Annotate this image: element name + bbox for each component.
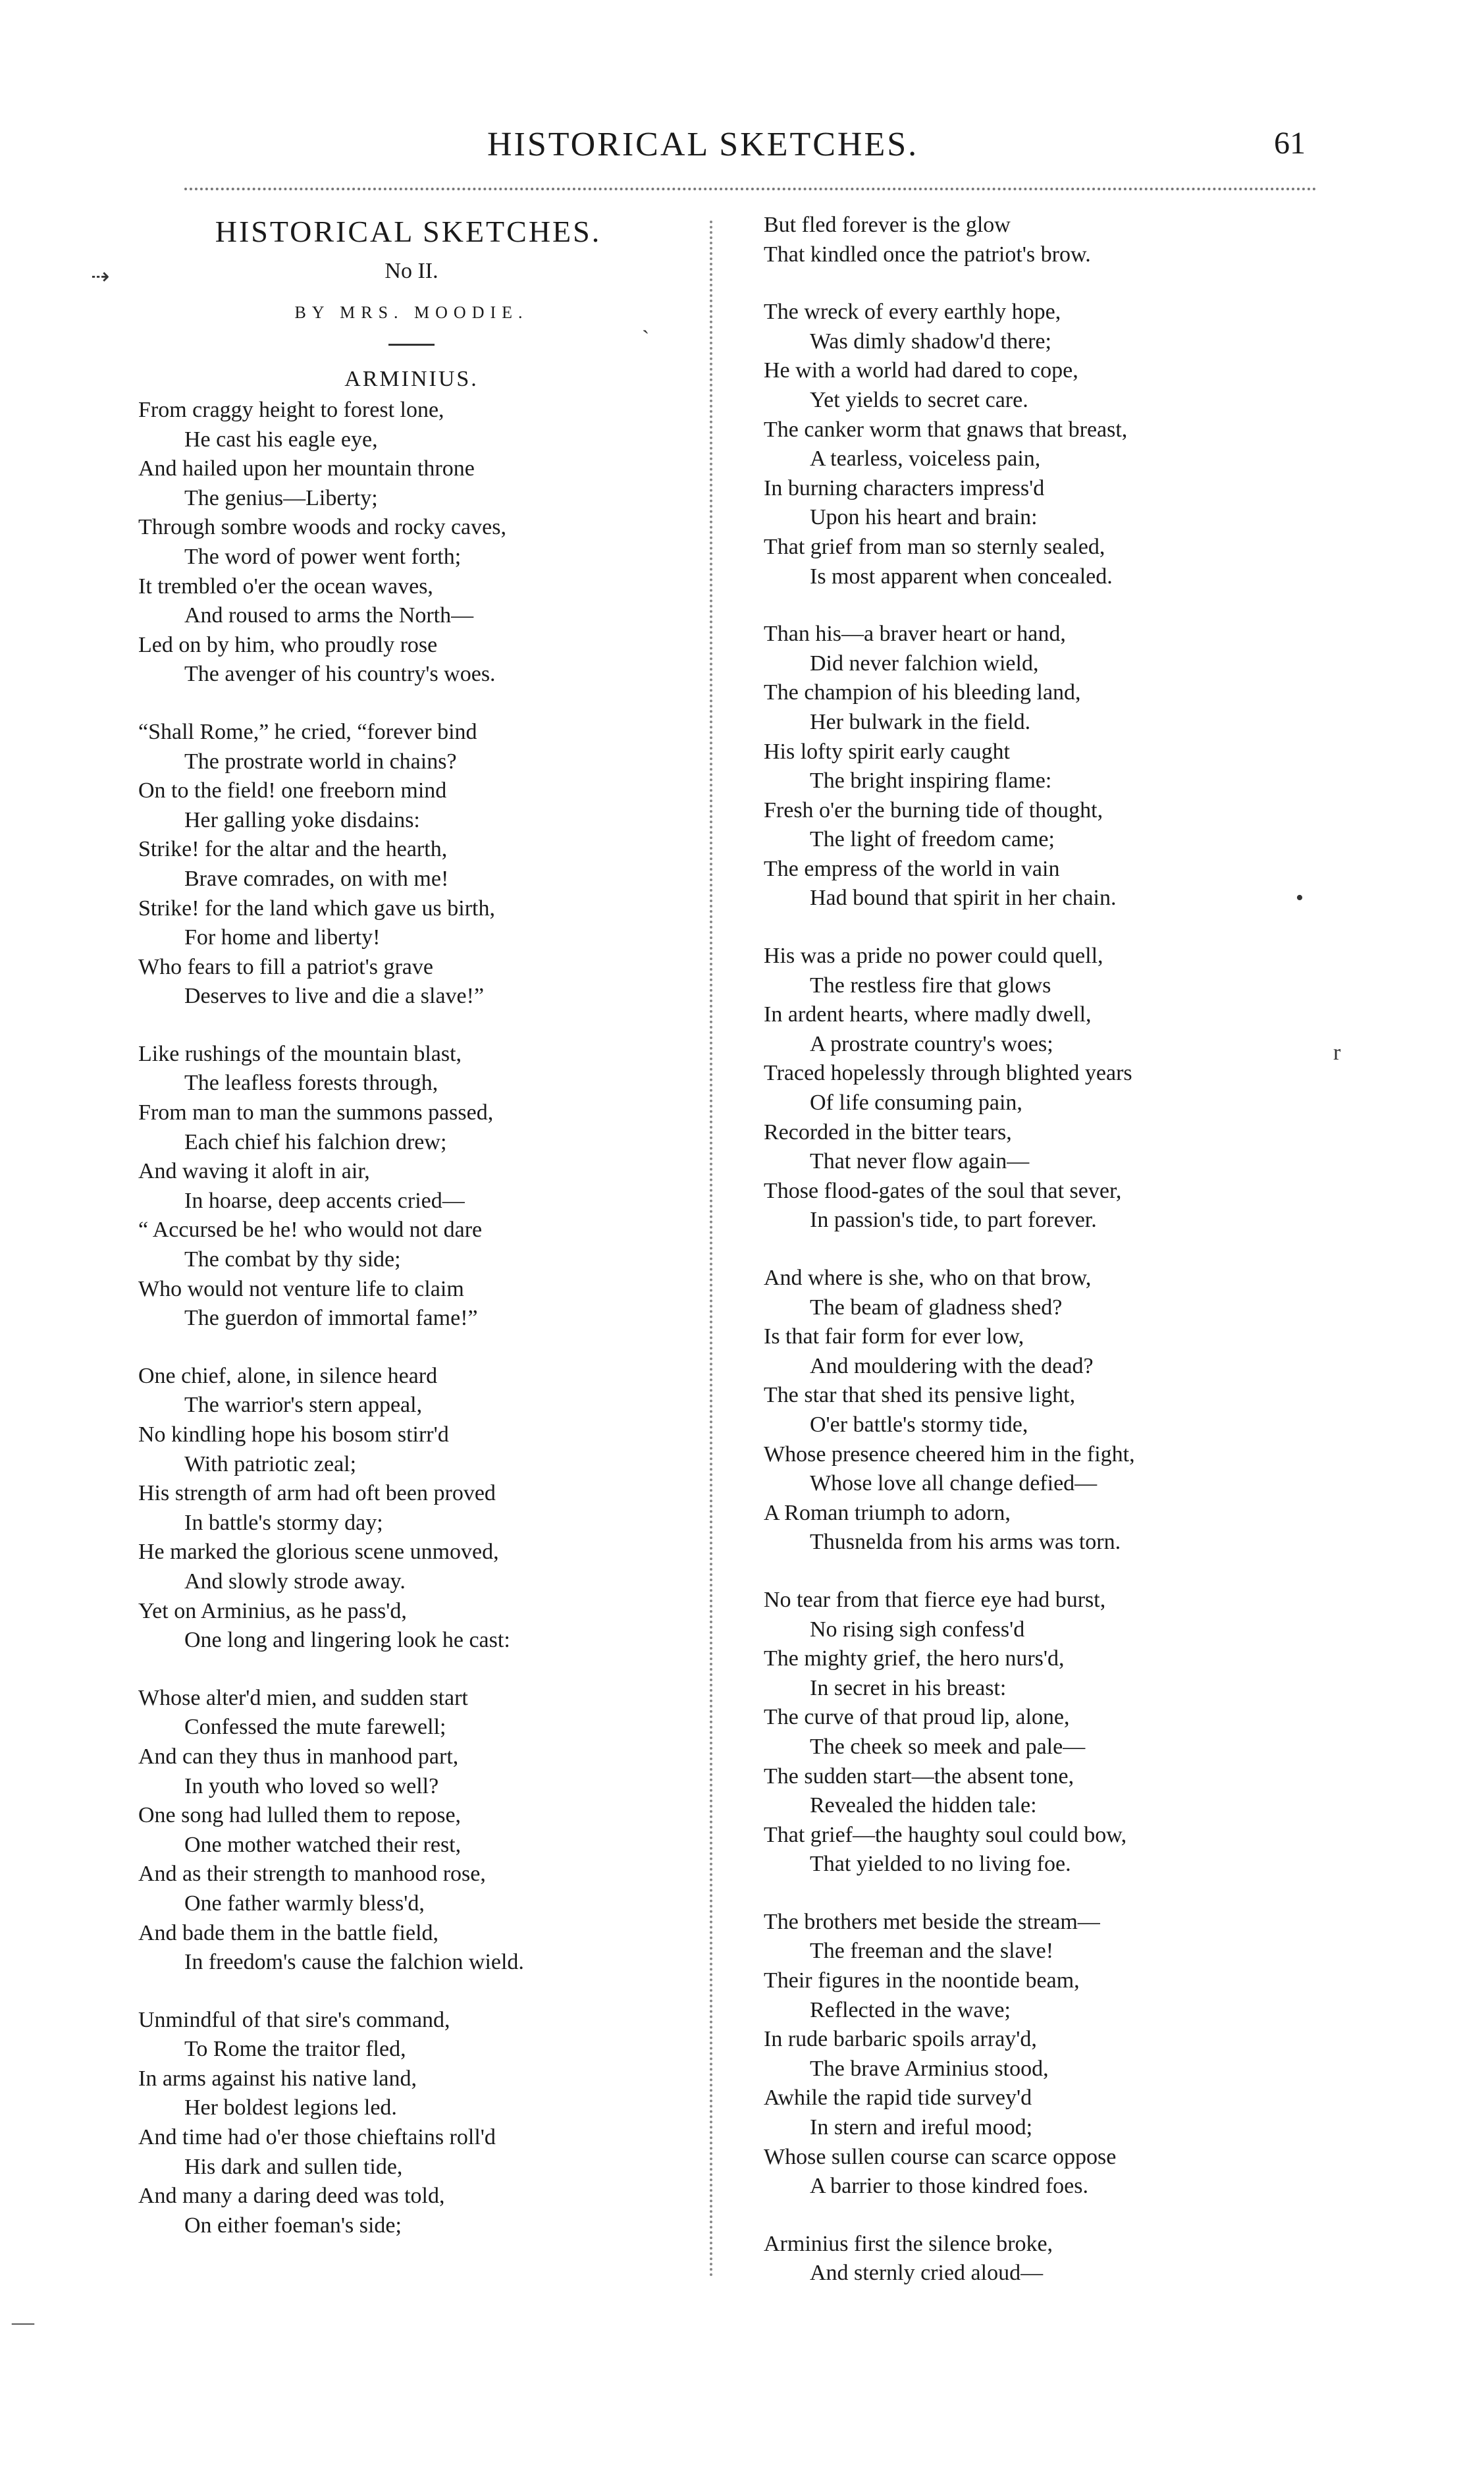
article-title: HISTORICAL SKETCHES. bbox=[215, 215, 602, 248]
poem-line: The cheek so meek and pale— bbox=[810, 1734, 1086, 1759]
left-stanzas bbox=[138, 396, 685, 2240]
poem-line: Strike! for the land which gave us birth, bbox=[138, 896, 495, 921]
poem-line: And where is she, who on that brow, bbox=[764, 1266, 1092, 1290]
poem-line: That grief—the haughty soul could bow, bbox=[764, 1822, 1127, 1847]
poem-line: Awhile the rapid tide survey'd bbox=[764, 2086, 1032, 2111]
running-head bbox=[0, 125, 1484, 178]
poem-line: And can they thus in manhood part, bbox=[138, 1744, 459, 1769]
right-stanzas bbox=[764, 211, 1343, 2288]
poem-line: That grief from man so sternly sealed, bbox=[764, 534, 1105, 559]
poem-line: Fresh o'er the burning tide of thought, bbox=[764, 797, 1103, 822]
poem-line: From man to man the summons passed, bbox=[138, 1100, 494, 1125]
poem-line: Who would not venture life to claim bbox=[138, 1276, 464, 1301]
running-title: HISTORICAL SKETCHES. bbox=[487, 126, 919, 163]
poem-line: “Shall Rome,” he cried, “forever bind bbox=[138, 719, 477, 744]
poem-line: The word of power went forth; bbox=[184, 544, 462, 569]
poem-line: Did never falchion wield, bbox=[810, 651, 1039, 676]
poem-line: Brave comrades, on with me! bbox=[184, 866, 449, 891]
poem-line: Her bulwark in the field. bbox=[810, 709, 1031, 734]
poem-line: One chief, alone, in silence heard bbox=[138, 1363, 438, 1388]
poem-line: He cast his eagle eye, bbox=[184, 427, 378, 452]
poem-line: Of life consuming pain, bbox=[810, 1091, 1022, 1116]
poem-line: Is most apparent when concealed. bbox=[810, 564, 1113, 589]
poem-line: In battle's stormy day; bbox=[184, 1510, 383, 1535]
poem-line: The guerdon of immortal fame!” bbox=[184, 1306, 478, 1331]
stray-mark: — bbox=[12, 2310, 34, 2334]
poem-line: In secret in his breast: bbox=[810, 1675, 1007, 1700]
poem-line: And many a daring deed was told, bbox=[138, 2184, 445, 2209]
poem-line: Revealed the hidden tale: bbox=[810, 1793, 1037, 1818]
poem-line: No tear from that fierce eye had burst, bbox=[764, 1587, 1106, 1612]
poem-line: Yet yields to secret care. bbox=[810, 387, 1028, 412]
stanza bbox=[764, 1264, 1343, 1557]
stanza bbox=[764, 2230, 1343, 2288]
poem-line: That kindled once the patriot's brow. bbox=[764, 242, 1091, 267]
poem-line: From craggy height to forest lone, bbox=[138, 398, 444, 422]
column-divider bbox=[710, 221, 712, 2278]
poem-line: In freedom's cause the falchion wield. bbox=[184, 1950, 524, 1975]
poem-line: On either foeman's side; bbox=[184, 2213, 402, 2238]
poem-line: The brave Arminius stood, bbox=[810, 2056, 1049, 2081]
stanza bbox=[138, 1684, 685, 1978]
poem-line: A barrier to those kindred foes. bbox=[810, 2174, 1088, 2199]
poem-line: Who fears to fill a patriot's grave bbox=[138, 954, 433, 979]
poem-line: No kindling hope his bosom stirr'd bbox=[138, 1422, 449, 1447]
stanza bbox=[138, 718, 685, 1011]
poem-line: That never flow again— bbox=[810, 1149, 1030, 1174]
poem-line: Unmindful of that sire's command, bbox=[138, 2007, 450, 2032]
poem-line: In ardent hearts, where madly dwell, bbox=[764, 1002, 1092, 1027]
stanza bbox=[138, 396, 685, 689]
poem-line: Upon his heart and brain: bbox=[810, 505, 1038, 530]
poem-line: Is that fair form for ever low, bbox=[764, 1324, 1024, 1349]
stanza bbox=[764, 942, 1343, 1235]
poem-line: The brothers met beside the stream— bbox=[764, 1909, 1100, 1934]
poem-line: Through sombre woods and rocky caves, bbox=[138, 515, 506, 540]
poem-line: For home and liberty! bbox=[184, 925, 381, 950]
poem-line: Confessed the mute farewell; bbox=[184, 1715, 446, 1740]
poem-line: In passion's tide, to part forever. bbox=[810, 1208, 1097, 1233]
poem-line: In youth who loved so well? bbox=[184, 1773, 439, 1798]
poem-title: ARMINIUS. bbox=[344, 367, 479, 391]
poem-line: And as their strength to manhood rose, bbox=[138, 1862, 486, 1887]
stray-mark: ˎ bbox=[642, 310, 650, 334]
poem-line: His dark and sullen tide, bbox=[184, 2154, 403, 2179]
poem-line: And waving it aloft in air, bbox=[138, 1159, 370, 1184]
poem-line: Her boldest legions led. bbox=[184, 2095, 397, 2120]
poem-line: The genius—Liberty; bbox=[184, 485, 378, 510]
poem-line: In arms against his native land, bbox=[138, 2066, 417, 2091]
poem-line: And time had o'er those chieftains roll'd bbox=[138, 2125, 496, 2150]
poem-line: Each chief his falchion drew; bbox=[184, 1129, 447, 1154]
poem-line: He with a world had dared to cope, bbox=[764, 358, 1078, 383]
right-column bbox=[764, 211, 1343, 2317]
byline: BY MRS. MOODIE. bbox=[294, 303, 529, 322]
poem-line: Led on by him, who proudly rose bbox=[138, 632, 438, 657]
poem-line: His lofty spirit early caught bbox=[764, 739, 1010, 764]
poem-line: His was a pride no power could quell, bbox=[764, 944, 1103, 969]
poem-line: That yielded to no living foe. bbox=[810, 1852, 1071, 1877]
poem-line: The warrior's stern appeal, bbox=[184, 1393, 423, 1418]
poem-line: The bright inspiring flame: bbox=[810, 768, 1052, 794]
poem-line: In burning characters impress'd bbox=[764, 475, 1045, 500]
page-number: 61 bbox=[1274, 126, 1306, 161]
poem-line: The champion of his bleeding land, bbox=[764, 680, 1081, 705]
poem-line: The prostrate world in chains? bbox=[184, 749, 457, 774]
poem-line: The mighty grief, the hero nurs'd, bbox=[764, 1646, 1065, 1671]
poem-line: A Roman triumph to adorn, bbox=[764, 1500, 1011, 1525]
poem-line: Traced hopelessly through blighted years bbox=[764, 1061, 1132, 1086]
poem-line: But fled forever is the glow bbox=[764, 213, 1011, 237]
poem-line: O'er battle's stormy tide, bbox=[810, 1412, 1028, 1437]
poem-line: The sudden start—the absent tone, bbox=[764, 1764, 1074, 1789]
poem-line: The light of freedom came; bbox=[810, 827, 1055, 852]
poem-line: The leafless forests through, bbox=[184, 1071, 438, 1096]
poem-line: And roused to arms the North— bbox=[184, 603, 474, 628]
poem-line: One father warmly bless'd, bbox=[184, 1891, 425, 1916]
left-column bbox=[138, 211, 685, 2269]
poem-line: The freeman and the slave! bbox=[810, 1939, 1054, 1964]
poem-line: Was dimly shadow'd there; bbox=[810, 329, 1051, 354]
poem-line: In hoarse, deep accents cried— bbox=[184, 1188, 465, 1213]
stray-mark: r bbox=[1333, 1040, 1341, 1065]
stanza bbox=[764, 298, 1343, 591]
poem-line: Strike! for the altar and the hearth, bbox=[138, 837, 448, 862]
poem-line: Those flood-gates of the soul that sever, bbox=[764, 1178, 1122, 1203]
poem-line: The avenger of his country's woes. bbox=[184, 662, 496, 687]
poem-line: The curve of that proud lip, alone, bbox=[764, 1705, 1070, 1730]
stray-mark: • bbox=[1296, 886, 1304, 910]
poem-line: And sternly cried aloud— bbox=[810, 2261, 1044, 2286]
poem-line: The canker worm that gnaws that breast, bbox=[764, 417, 1128, 442]
poem-line: On to the field! one freeborn mind bbox=[138, 778, 447, 803]
poem-line: In rude barbaric spoils array'd, bbox=[764, 2027, 1037, 2052]
stanza bbox=[764, 1586, 1343, 1879]
stray-mark: ⇢ bbox=[91, 265, 110, 289]
poem-line: Whose love all change defied— bbox=[810, 1471, 1098, 1496]
poem-line: Her galling yoke disdains: bbox=[184, 807, 420, 832]
poem-line: And slowly strode away. bbox=[184, 1569, 406, 1594]
title-rule bbox=[388, 344, 435, 346]
poem-line: In stern and ireful mood; bbox=[810, 2115, 1033, 2140]
poem-line: And hailed upon her mountain throne bbox=[138, 456, 475, 481]
poem-line: One long and lingering look he cast: bbox=[184, 1628, 510, 1653]
poem-line: A prostrate country's woes; bbox=[810, 1031, 1053, 1056]
poem-line: And bade them in the battle field, bbox=[138, 1920, 439, 1945]
poem-line: Whose sullen course can scarce oppose bbox=[764, 2144, 1117, 2169]
poem-line: Like rushings of the mountain blast, bbox=[138, 1041, 462, 1066]
poem-line: “ Accursed be he! who would not dare bbox=[138, 1218, 483, 1243]
stanza bbox=[138, 2006, 685, 2241]
poem-line: Yet on Arminius, as he pass'd, bbox=[138, 1598, 407, 1623]
poem-line: One song had lulled them to repose, bbox=[138, 1803, 462, 1828]
poem-line: The beam of gladness shed? bbox=[810, 1295, 1063, 1320]
poem-line: Thusnelda from his arms was torn. bbox=[810, 1530, 1121, 1555]
poem-line: The wreck of every earthly hope, bbox=[764, 300, 1061, 325]
poem-line: He marked the glorious scene unmoved, bbox=[138, 1540, 499, 1565]
article-number: No II. bbox=[384, 259, 438, 283]
poem-line: With patriotic zeal; bbox=[184, 1451, 357, 1476]
stanza bbox=[138, 1040, 685, 1334]
poem-line: The star that shed its pensive light, bbox=[764, 1383, 1076, 1408]
poem-line: Recorded in the bitter tears, bbox=[764, 1119, 1012, 1145]
stanza bbox=[764, 620, 1343, 913]
poem-line: And mouldering with the dead? bbox=[810, 1353, 1094, 1378]
poem-line: The restless fire that glows bbox=[810, 973, 1051, 998]
poem-line: No rising sigh confess'd bbox=[810, 1617, 1025, 1642]
poem-line: One mother watched their rest, bbox=[184, 1832, 462, 1857]
stanza bbox=[764, 211, 1343, 269]
poem-line: Deserves to live and die a slave!” bbox=[184, 984, 485, 1009]
stanza bbox=[138, 1362, 685, 1656]
poem-line: Arminius first the silence broke, bbox=[764, 2231, 1053, 2256]
poem-line: The combat by thy side; bbox=[184, 1247, 401, 1272]
poem-line: Whose presence cheered him in the fight, bbox=[764, 1442, 1135, 1467]
poem-line: It trembled o'er the ocean waves, bbox=[138, 574, 433, 599]
stanza bbox=[764, 1908, 1343, 2201]
poem-line: Reflected in the wave; bbox=[810, 1997, 1011, 2022]
poem-line: A tearless, voiceless pain, bbox=[810, 446, 1041, 472]
poem-line: Than his—a braver heart or hand, bbox=[764, 622, 1066, 647]
poem-line: His strength of arm had oft been proved bbox=[138, 1481, 496, 1506]
header-rule bbox=[184, 188, 1317, 190]
poem-line: The empress of the world in vain bbox=[764, 856, 1060, 881]
poem-line: Whose alter'd mien, and sudden start bbox=[138, 1685, 468, 1710]
poem-line: To Rome the traitor fled, bbox=[184, 2037, 406, 2062]
poem-line: Had bound that spirit in her chain. bbox=[810, 886, 1117, 911]
poem-line: Their figures in the noontide beam, bbox=[764, 1968, 1080, 1993]
